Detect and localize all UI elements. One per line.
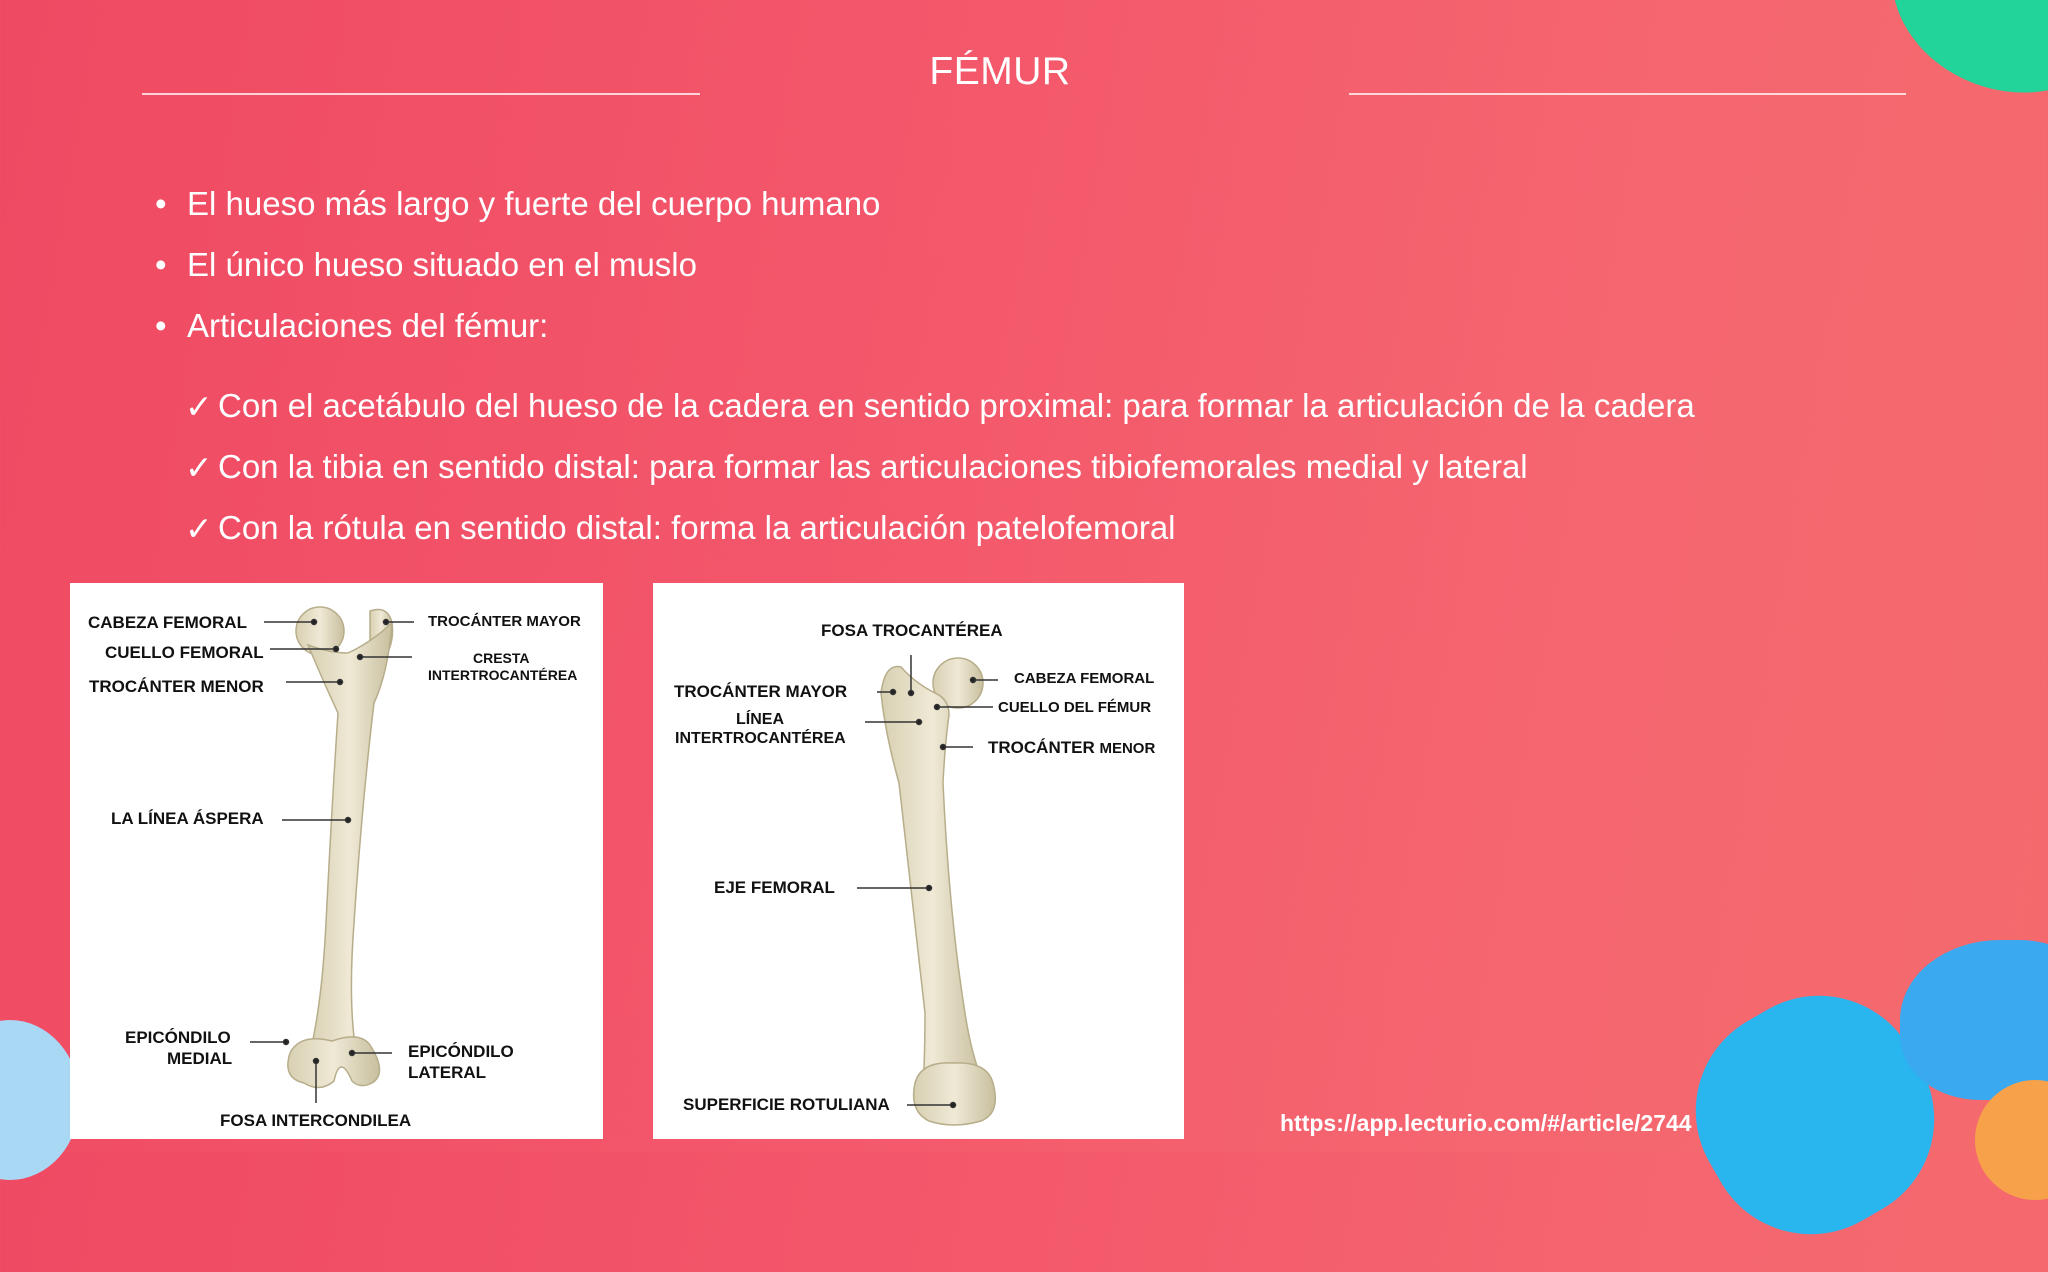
bullet-text: El único hueso situado en el muslo: [187, 246, 697, 283]
checkmark-icon: ✓: [185, 449, 213, 486]
bullet-text: Articulaciones del fémur:: [187, 307, 549, 344]
label-linea-aspera: LA LÍNEA ÁSPERA: [111, 809, 264, 828]
label-trocanter-menor-b: MENOR: [1099, 740, 1156, 757]
sub-item-text: Con el acetábulo del hueso de la cadera en sentido proximal: para formar la articulación de la cadera: [218, 387, 1695, 424]
sub-item-text: Con la rótula en sentido distal: forma la articulación patelofemoral: [218, 509, 1176, 546]
source-url: https://app.lecturio.com/#/article/2744: [1280, 1110, 1692, 1136]
label-fosa-trocanterea: FOSA TROCANTÉREA: [821, 621, 1003, 640]
decorative-blue-blob-2: [1900, 940, 2048, 1100]
label-epicondilo-lateral-2: LATERAL: [408, 1063, 487, 1082]
checkmark-icon: ✓: [185, 510, 213, 547]
label-linea: LÍNEA: [736, 711, 784, 728]
checkmark-icon: ✓: [185, 388, 213, 425]
label-epicondilo-lateral-1: EPICÓNDILO: [408, 1042, 514, 1061]
femur-anterior-figure: [653, 583, 1184, 1139]
bullet-dot: •: [155, 246, 167, 283]
label-linea-intertrocanterea: INTERTROCANTÉREA: [675, 730, 846, 747]
label-fosa-intercondilea: FOSA INTERCONDILEA: [220, 1111, 412, 1130]
bullet-text: El hueso más largo y fuerte del cuerpo humano: [187, 185, 881, 222]
slide-title: FÉMUR: [929, 50, 1071, 93]
label-cuello-femoral: CUELLO FEMORAL: [105, 643, 264, 662]
label-epicondilo-medial-2: MEDIAL: [167, 1049, 233, 1068]
femur-anterior-drawing: [653, 583, 1184, 1139]
title-rule-left: [142, 93, 700, 95]
label-trocanter-mayor: TROCÁNTER MAYOR: [428, 613, 581, 630]
decorative-lightblue-blob: [0, 1020, 80, 1180]
label-trocanter-mayor: TROCÁNTER MAYOR: [674, 682, 848, 701]
label-cabeza-femoral: CABEZA FEMORAL: [1014, 670, 1155, 687]
label-epicondilo-medial-1: EPICÓNDILO: [125, 1028, 231, 1047]
label-cresta: CRESTA: [473, 650, 530, 666]
label-cuello-del-femur: CUELLO DEL FÉMUR: [998, 699, 1152, 716]
label-eje-femoral: EJE FEMORAL: [714, 878, 835, 897]
bullet-dot: •: [155, 307, 167, 344]
label-cabeza-femoral: CABEZA FEMORAL: [88, 613, 247, 632]
title-rule-right: [1349, 93, 1906, 95]
label-trocanter-menor: TROCÁNTER MENOR: [89, 677, 264, 696]
bullet-dot: •: [155, 185, 167, 222]
label-cresta-intertrocanterea: INTERTROCANTÉREA: [428, 667, 578, 683]
femur-posterior-figure: [70, 583, 603, 1139]
label-trocanter-menor: [988, 738, 1155, 758]
label-trocanter-menor-a: TROCÁNTER: [988, 738, 1095, 757]
label-superficie-rotuliana: SUPERFICIE ROTULIANA: [683, 1095, 890, 1114]
sub-item-text: Con la tibia en sentido distal: para formar las articulaciones tibiofemorales medial y lateral: [218, 448, 1528, 485]
